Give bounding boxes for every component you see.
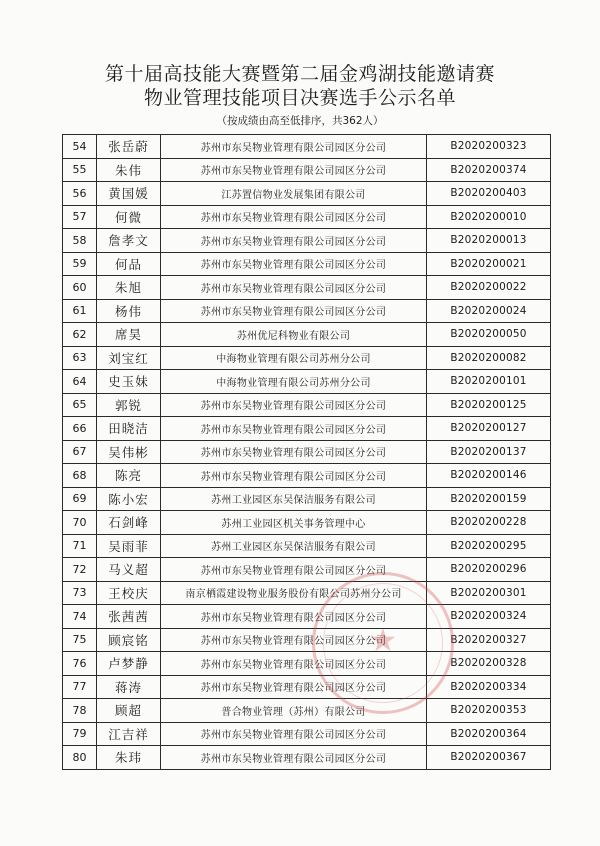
organization-cell: 苏州市东吴物业管理有限公司园区分公司	[161, 135, 427, 159]
candidate-id-cell: B2020200159	[427, 487, 551, 511]
name-cell: 张茜茜	[97, 605, 161, 629]
organization-cell: 苏州市东吴物业管理有限公司园区分公司	[161, 276, 427, 300]
name-cell: 张岳蔚	[97, 135, 161, 159]
name-cell: 马义超	[97, 558, 161, 582]
table-row	[63, 440, 551, 464]
table-row	[63, 558, 551, 582]
organization-cell: 普合物业管理（苏州）有限公司	[161, 699, 427, 723]
candidate-id-cell: B2020200137	[427, 440, 551, 464]
organization-cell: 苏州市东吴物业管理有限公司园区分公司	[161, 252, 427, 276]
table-row	[63, 464, 551, 488]
organization-cell: 苏州市东吴物业管理有限公司园区分公司	[161, 299, 427, 323]
organization-cell: 苏州市东吴物业管理有限公司园区分公司	[161, 722, 427, 746]
candidate-id-cell: B2020200295	[427, 534, 551, 558]
rank-cell: 64	[63, 370, 97, 394]
table-row	[63, 675, 551, 699]
rank-cell: 72	[63, 558, 97, 582]
rank-cell: 57	[63, 205, 97, 229]
name-cell: 顾宸铭	[97, 628, 161, 652]
contestant-table	[62, 134, 551, 770]
candidate-id-cell: B2020200050	[427, 323, 551, 347]
table-row	[63, 487, 551, 511]
organization-cell: 南京栖霞建设物业服务股份有限公司苏州分公司	[161, 581, 427, 605]
organization-cell: 苏州市东吴物业管理有限公司园区分公司	[161, 440, 427, 464]
candidate-id-cell: B2020200146	[427, 464, 551, 488]
candidate-id-cell: B2020200334	[427, 675, 551, 699]
organization-cell: 苏州市东吴物业管理有限公司园区分公司	[161, 746, 427, 770]
name-cell: 王校庆	[97, 581, 161, 605]
name-cell: 史玉妹	[97, 370, 161, 394]
table-row	[63, 581, 551, 605]
table-row	[63, 135, 551, 159]
title-line-2: 物业管理技能项目决赛选手公示名单	[143, 87, 456, 109]
table-row	[63, 628, 551, 652]
organization-cell: 苏州市东吴物业管理有限公司园区分公司	[161, 393, 427, 417]
name-cell: 顾超	[97, 699, 161, 723]
rank-cell: 65	[63, 393, 97, 417]
table-row	[63, 652, 551, 676]
candidate-id-cell: B2020200022	[427, 276, 551, 300]
rank-cell: 75	[63, 628, 97, 652]
rank-cell: 62	[63, 323, 97, 347]
candidate-id-cell: B2020200301	[427, 581, 551, 605]
name-cell: 江吉祥	[97, 722, 161, 746]
name-cell: 陈亮	[97, 464, 161, 488]
rank-cell: 58	[63, 229, 97, 253]
table-row	[63, 182, 551, 206]
organization-cell: 苏州市东吴物业管理有限公司园区分公司	[161, 464, 427, 488]
table-row	[63, 534, 551, 558]
table-row	[63, 299, 551, 323]
name-cell: 陈小宏	[97, 487, 161, 511]
document-title	[0, 62, 600, 110]
table-row	[63, 158, 551, 182]
organization-cell: 苏州市东吴物业管理有限公司园区分公司	[161, 205, 427, 229]
table-row	[63, 605, 551, 629]
rank-cell: 71	[63, 534, 97, 558]
candidate-id-cell: B2020200327	[427, 628, 551, 652]
candidate-id-cell: B2020200353	[427, 699, 551, 723]
name-cell: 吴伟彬	[97, 440, 161, 464]
candidate-id-cell: B2020200228	[427, 511, 551, 535]
organization-cell: 苏州市东吴物业管理有限公司园区分公司	[161, 652, 427, 676]
candidate-id-cell: B2020200374	[427, 158, 551, 182]
rank-cell: 54	[63, 135, 97, 159]
name-cell: 蒋涛	[97, 675, 161, 699]
rank-cell: 55	[63, 158, 97, 182]
organization-cell: 苏州优尼科物业有限公司	[161, 323, 427, 347]
candidate-id-cell: B2020200296	[427, 558, 551, 582]
table-row	[63, 205, 551, 229]
seal-star-icon: ★	[368, 621, 398, 659]
table-row	[63, 393, 551, 417]
table-row	[63, 346, 551, 370]
organization-cell: 中海物业管理有限公司苏州分公司	[161, 370, 427, 394]
rank-cell: 80	[63, 746, 97, 770]
rank-cell: 74	[63, 605, 97, 629]
organization-cell: 苏州市东吴物业管理有限公司园区分公司	[161, 417, 427, 441]
name-cell: 朱玮	[97, 746, 161, 770]
rank-cell: 69	[63, 487, 97, 511]
rank-cell: 66	[63, 417, 97, 441]
table-row	[63, 370, 551, 394]
rank-cell: 79	[63, 722, 97, 746]
table-row	[63, 511, 551, 535]
table-row	[63, 417, 551, 441]
table-row	[63, 276, 551, 300]
name-cell: 朱旭	[97, 276, 161, 300]
title-line-1: 第十届高技能大赛暨第二届金鸡湖技能邀请赛	[104, 63, 495, 85]
name-cell: 吴雨菲	[97, 534, 161, 558]
name-cell: 何品	[97, 252, 161, 276]
candidate-id-cell: B2020200328	[427, 652, 551, 676]
rank-cell: 78	[63, 699, 97, 723]
name-cell: 卢梦静	[97, 652, 161, 676]
candidate-id-cell: B2020200364	[427, 722, 551, 746]
candidate-id-cell: B2020200101	[427, 370, 551, 394]
name-cell: 席昊	[97, 323, 161, 347]
rank-cell: 68	[63, 464, 97, 488]
candidate-id-cell: B2020200021	[427, 252, 551, 276]
rank-cell: 56	[63, 182, 97, 206]
candidate-id-cell: B2020200082	[427, 346, 551, 370]
document-subtitle: （按成绩由高至低排序，共362人）	[216, 115, 384, 127]
candidate-id-cell: B2020200010	[427, 205, 551, 229]
rank-cell: 59	[63, 252, 97, 276]
name-cell: 刘宝红	[97, 346, 161, 370]
rank-cell: 77	[63, 675, 97, 699]
organization-cell: 苏州工业园区机关事务管理中心	[161, 511, 427, 535]
table-row	[63, 722, 551, 746]
name-cell: 詹孝文	[97, 229, 161, 253]
candidate-id-cell: B2020200367	[427, 746, 551, 770]
table-row	[63, 746, 551, 770]
name-cell: 石剑峰	[97, 511, 161, 535]
rank-cell: 63	[63, 346, 97, 370]
rank-cell: 76	[63, 652, 97, 676]
rank-cell: 61	[63, 299, 97, 323]
table-row	[63, 229, 551, 253]
organization-cell: 苏州工业园区东吴保洁服务有限公司	[161, 487, 427, 511]
candidate-id-cell: B2020200323	[427, 135, 551, 159]
candidate-id-cell: B2020200127	[427, 417, 551, 441]
table-row	[63, 699, 551, 723]
organization-cell: 苏州市东吴物业管理有限公司园区分公司	[161, 229, 427, 253]
name-cell: 朱伟	[97, 158, 161, 182]
candidate-id-cell: B2020200024	[427, 299, 551, 323]
rank-cell: 60	[63, 276, 97, 300]
name-cell: 田晓洁	[97, 417, 161, 441]
name-cell: 杨伟	[97, 299, 161, 323]
organization-cell: 苏州市东吴物业管理有限公司园区分公司	[161, 605, 427, 629]
name-cell: 何微	[97, 205, 161, 229]
rank-cell: 67	[63, 440, 97, 464]
organization-cell: 苏州工业园区东吴保洁服务有限公司	[161, 534, 427, 558]
organization-cell: 苏州市东吴物业管理有限公司园区分公司	[161, 558, 427, 582]
organization-cell: 苏州市东吴物业管理有限公司园区分公司	[161, 628, 427, 652]
candidate-id-cell: B2020200013	[427, 229, 551, 253]
table-row	[63, 323, 551, 347]
rank-cell: 73	[63, 581, 97, 605]
contestant-table-body	[63, 135, 551, 770]
organization-cell: 苏州市东吴物业管理有限公司园区分公司	[161, 158, 427, 182]
candidate-id-cell: B2020200125	[427, 393, 551, 417]
candidate-id-cell: B2020200324	[427, 605, 551, 629]
candidate-id-cell: B2020200403	[427, 182, 551, 206]
name-cell: 黄国媛	[97, 182, 161, 206]
name-cell: 郭锐	[97, 393, 161, 417]
organization-cell: 苏州市东吴物业管理有限公司园区分公司	[161, 675, 427, 699]
table-row	[63, 252, 551, 276]
organization-cell: 中海物业管理有限公司苏州分公司	[161, 346, 427, 370]
organization-cell: 江苏置信物业发展集团有限公司	[161, 182, 427, 206]
rank-cell: 70	[63, 511, 97, 535]
